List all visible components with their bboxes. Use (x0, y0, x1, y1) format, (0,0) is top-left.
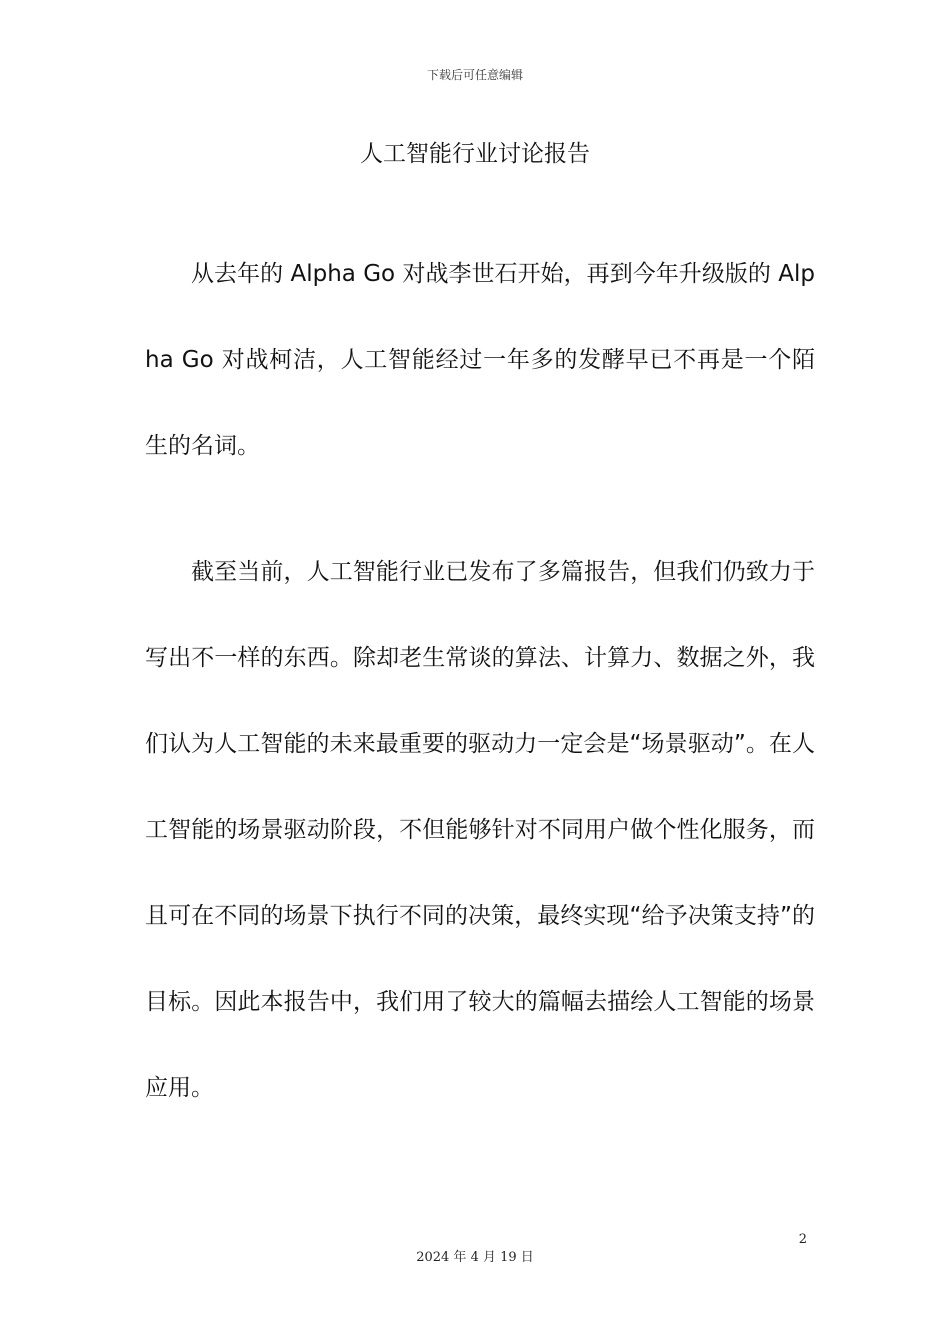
document-title: 人工智能行业讨论报告 (360, 141, 590, 167)
paragraph-2: 截至当前，人工智能行业已发布了多篇报告，但我们仍致力于写出不一样的东西。除却老生常谈的算法、计算力、数据之外，我们认为人工智能的未来最重要的驱动力一定会是“场景驱动”。在人工智能的场景驱动阶段，不但能够针对不同用户做个性化服务，而且可在不同的场景下执行不同的决策，最终实现“给予决策支持”的目标。因此本报告中，我们用了较大的篇幅去描绘人工智能的场景应用。 (145, 559, 815, 1101)
footer-date: 2024 年 4 月 19 日 (416, 1250, 534, 1265)
paragraph-1: 从去年的 Alpha Go 对战李世石开始，再到今年升级版的 Alpha Go 对战柯洁，人工智能经过一年多的发酵早已不再是一个陌生的名词。 (145, 261, 815, 459)
header-note: 下载后可任意编辑 (426, 68, 523, 82)
page-number: 2 (798, 1232, 807, 1247)
